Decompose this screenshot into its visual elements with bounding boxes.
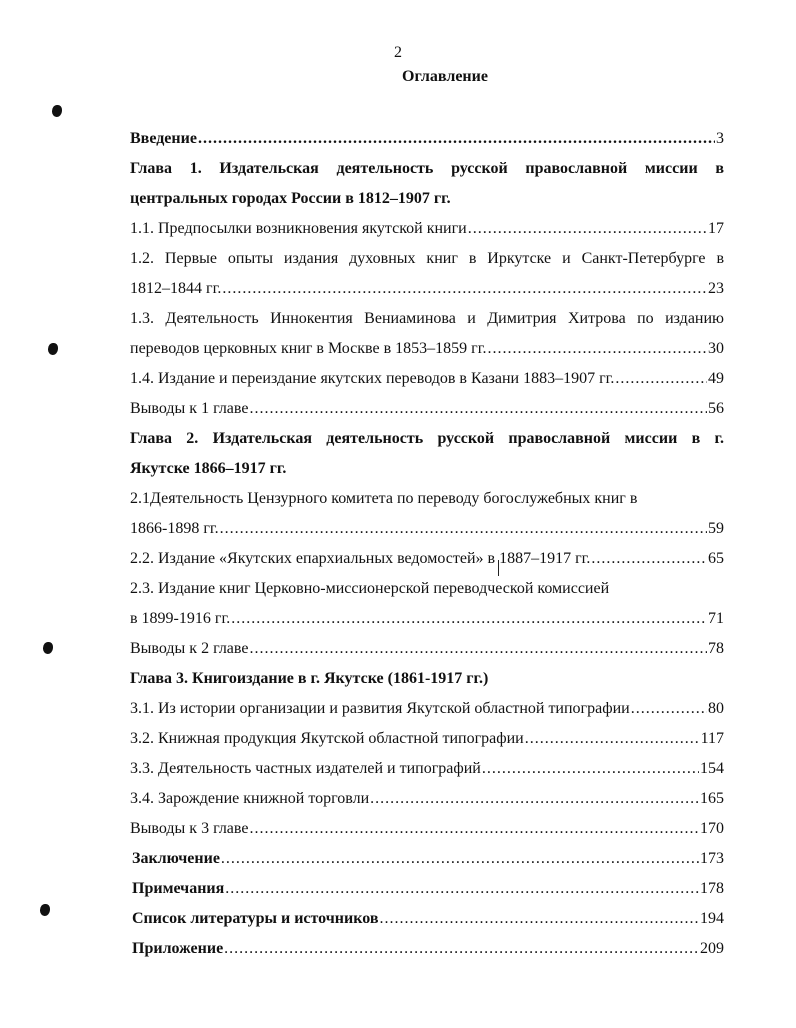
page-title: Оглавление [402,68,488,85]
toc-entry-notes[interactable] [132,874,724,904]
toc-leader [220,514,707,544]
toc-entry-ch3-conclusions[interactable] [130,814,724,844]
toc-entry-title: Список литературы и источников [132,910,379,927]
toc-leader [225,874,699,904]
toc-entry-page: 78 [708,640,724,657]
toc-entry-page: 209 [700,940,724,957]
toc-leader [198,124,715,154]
toc-entry-1-3[interactable] [130,334,724,364]
toc-entry-page: 30 [708,340,724,357]
toc-entry-2-2[interactable] [130,544,724,574]
toc-entry-page: 71 [708,610,724,627]
toc-entry-ch2-conclusions[interactable] [130,634,724,664]
scan-mark [48,343,58,355]
page-number: 2 [394,44,402,61]
toc-entry-bibliography[interactable] [132,904,724,934]
toc-entry-page: 173 [700,850,724,867]
toc-leader [249,814,699,844]
toc-leader [525,724,700,754]
toc-entry-1-3-line1[interactable]: 1.3. Деятельность Иннокентия Вениаминова и Димитрия Хитрова по изданию [130,310,724,327]
toc-entry-intro[interactable] [130,124,724,154]
toc-entry-3-1[interactable] [130,694,724,724]
toc-entry-page: 23 [708,280,724,297]
chapter-1-heading[interactable]: Глава 1. Издательская деятельность русской православной миссии в [130,160,724,177]
toc-entry-1-2-line1[interactable]: 1.2. Первые опыты издания духовных книг в Иркутске и Санкт-Петербурге в [130,250,724,267]
toc-leader [222,274,707,304]
toc-entry-page: 80 [708,700,724,717]
toc-entry-appendix[interactable] [132,934,724,964]
toc-entry-title: переводов церковных книг в Москве в 1853–1859 гг. [130,340,487,357]
toc-leader [249,394,707,424]
toc-entry-page: 49 [708,370,724,387]
toc-entry-2-1-line1[interactable]: 2.1Деятельность Цензурного комитета по переводу богослужебных книг в [130,490,638,507]
toc-entry-title: 3.4. Зарождение книжной торговли [130,790,370,807]
toc-entry-page: 59 [708,520,724,537]
toc-entry-title: 3.3. Деятельность частных издателей и типографий [130,760,481,777]
toc-leader [615,364,707,394]
toc-entry-ch1-conclusions[interactable] [130,394,724,424]
toc-entry-title: 3.2. Книжная продукция Якутской областной типографии [130,730,524,747]
toc-entry-page: 154 [700,760,724,777]
toc-entry-title: в 1899-1916 гг. [130,610,231,627]
toc-entry-1-1[interactable] [130,214,724,244]
toc-entry-page: 170 [700,820,724,837]
toc-entry-title: Приложение [132,940,224,957]
toc-entry-title: Выводы к 3 главе [130,820,249,837]
toc-leader [488,334,708,364]
toc-entry-3-2[interactable] [130,724,724,754]
chapter-2-heading[interactable]: Глава 2. Издательская деятельность русской православной миссии в г. [130,430,724,447]
chapter-2-heading-cont[interactable]: Якутске 1866–1917 гг. [130,460,287,477]
scan-mark [40,904,50,916]
toc-entry-page: 165 [700,790,724,807]
toc-leader [379,904,699,934]
toc-leader [482,754,699,784]
toc-entry-title: Примечания [132,880,225,897]
toc-entry-2-3-line1[interactable]: 2.3. Издание книг Церковно-миссионерской переводческой комиссией [130,580,610,597]
toc-entry-2-1[interactable] [130,514,724,544]
toc-entry-title: 1.4. Издание и переиздание якутских переводов в Казани 1883–1907 гг. [130,370,615,387]
toc-entry-1-4[interactable] [130,364,724,394]
toc-entry-title: Выводы к 1 главе [130,400,249,417]
toc-entry-title: 2.2. Издание «Якутских епархиальных ведомостей» в 1887–1917 гг. [130,550,591,567]
toc-entry-conclusion[interactable] [132,844,724,874]
toc-entry-title: Заключение [132,850,220,867]
scan-mark [43,642,53,654]
toc-leader [224,934,699,964]
toc-leader [249,634,707,664]
toc-entry-title: Выводы к 2 главе [130,640,249,657]
toc-entry-title: 1.1. Предпосылки возникновения якутской книги [130,220,467,237]
toc-entry-2-3[interactable] [130,604,724,634]
toc-leader [591,544,707,574]
scan-mark [52,105,62,117]
toc-entry-title: Введение [130,130,197,147]
toc-entry-page: 56 [708,400,724,417]
toc-entry-title: 1812–1844 гг. [130,280,222,297]
toc-entry-page: 3 [716,130,724,147]
toc-entry-page: 117 [700,730,724,747]
toc-entry-page: 194 [700,910,724,927]
toc-entry-3-3[interactable] [130,754,724,784]
toc-entry-1-2[interactable] [130,274,724,304]
toc-leader [370,784,699,814]
chapter-3-heading[interactable]: Глава 3. Книгоиздание в г. Якутске (1861-1917 гг.) [130,670,489,687]
toc-entry-page: 65 [708,550,724,567]
toc-leader [468,214,707,244]
toc-leader [631,694,707,724]
toc-leader [231,604,707,634]
toc-leader [221,844,699,874]
toc-entry-title: 1866-1898 гг. [130,520,219,537]
toc-entry-page: 17 [708,220,724,237]
toc-entry-title: 3.1. Из истории организации и развития Якутской областной типографии [130,700,630,717]
toc-entry-3-4[interactable] [130,784,724,814]
toc-entry-page: 178 [700,880,724,897]
chapter-1-heading-cont[interactable]: центральных городах России в 1812–1907 гг. [130,190,451,207]
